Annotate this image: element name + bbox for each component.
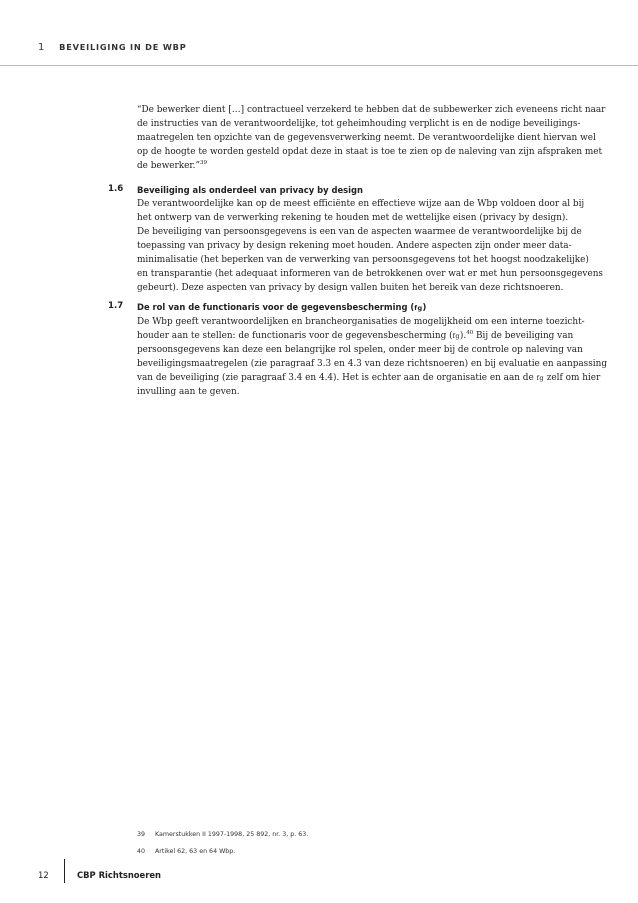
section-1-7 [137, 300, 608, 399]
paragraph-line: De beveiliging van persoonsgegevens is een van de aspecten waarmee de verantwoordelijke bij de [137, 227, 582, 237]
paragraph-line: het ontwerp van de verwerking rekening te houden met de wettelijke eisen (privacy by design). [137, 213, 569, 223]
paragraph-line: minimalisatie (het beperken van de verwerking van persoonsgegevens tot het hoogst noodzakelijke) [137, 255, 589, 265]
quote-last-line: de bewerker.” [137, 161, 201, 171]
paragraph-line [137, 329, 577, 343]
paragraph-line: en transparantie (het adequaat informeren van de betrokkenen over wat er met hun persoonsgegevens [137, 269, 603, 279]
paragraph-line: invulling aan te geven. [137, 387, 240, 397]
page-footer [38, 866, 161, 884]
footnote-number: 40 [137, 848, 146, 855]
paragraph-line: toepassing van privacy by design rekening moet houden. Andere aspecten zijn onder meer data- [137, 241, 572, 251]
paragraph-line: De Wbp geeft verantwoordelijken en brancheorganisaties de mogelijkheid om een interne toezicht- [137, 317, 585, 327]
section-title-close: ) [422, 302, 427, 312]
section-number-1-6: 1.6 [108, 184, 124, 194]
footnote-item [137, 826, 308, 843]
fg-abbreviation: fg [452, 332, 460, 340]
quote-line: op de hoogte te worden gesteld opdat deze in staat is toe te zien op de naleving van zijn afspraken met [137, 147, 603, 157]
section-title-1-7 [137, 300, 577, 315]
quote-block [137, 103, 606, 173]
fg-abbreviation: fg [414, 304, 423, 312]
section-title-text: De rol van de functionaris voor de gegevensbescherming ( [137, 302, 415, 312]
section-1-6 [137, 183, 603, 295]
paragraph-line: gebeurt). Deze aspecten van privacy by design vallen buiten het bereik van deze richtsnoeren. [137, 283, 564, 293]
footnotes [137, 826, 308, 860]
page-number: 12 [38, 870, 49, 880]
running-header [38, 40, 187, 54]
text-span: houder aan te stellen: de functionaris voor de gegevensbescherming ( [137, 331, 453, 341]
paragraph-line [137, 371, 601, 385]
fg-abbreviation: fg [536, 374, 544, 382]
section-title-1-6: Beveiliging als onderdeel van privacy by design [137, 185, 363, 195]
chapter-number: 1 [38, 41, 46, 53]
footnote-ref-40[interactable]: 40 [466, 330, 474, 337]
publication-title: CBP Richtsnoeren [77, 870, 161, 880]
chapter-title: BEVEILIGING IN DE WBP [59, 42, 187, 52]
quote-line: “De bewerker dient […] contractueel verzekerd te hebben dat de subbewerker zich eveneens richt naar [137, 105, 606, 115]
paragraph-line: persoonsgegevens kan deze een belangrijke rol spelen, onder meer bij de controle op naleving van [137, 345, 583, 355]
text-span: zelf om hier [543, 373, 601, 383]
footnote-item [137, 843, 308, 860]
footnote-ref-39[interactable]: 39 [200, 160, 208, 167]
paragraph-line: beveiligingsmaatregelen (zie paragraaf 3.3 en 4.3 van deze richtsnoeren) en bij evaluatie en aanpassing [137, 359, 608, 369]
paragraph-line: De verantwoordelijke kan op de meest efficiënte en effectieve wijze aan de Wbp voldoen door al bij [137, 199, 585, 209]
footnote-text: Artikel 62, 63 en 64 Wbp. [155, 848, 236, 855]
section-number-1-7: 1.7 [108, 301, 124, 311]
text-span: van de beveiliging (zie paragraaf 3.4 en 4.4). Het is echter aan de organisatie en aan de [137, 373, 537, 383]
text-span: ). [459, 331, 467, 341]
footnote-number: 39 [137, 831, 146, 838]
text-span: Bij de beveiliging van [473, 331, 574, 341]
quote-line: de instructies van de verantwoordelijke, tot geheimhouding verplicht is en de nodige beveiligings- [137, 119, 581, 129]
quote-line [137, 159, 577, 173]
header-divider [0, 65, 638, 66]
footnote-text: Kamerstukken II 1997-1998, 25 892, nr. 3, p. 63. [155, 831, 309, 838]
footer-divider [64, 859, 65, 883]
quote-line: maatregelen ten opzichte van de gegevensverwerking neemt. De verantwoordelijke dient hiervan wel [137, 133, 596, 143]
